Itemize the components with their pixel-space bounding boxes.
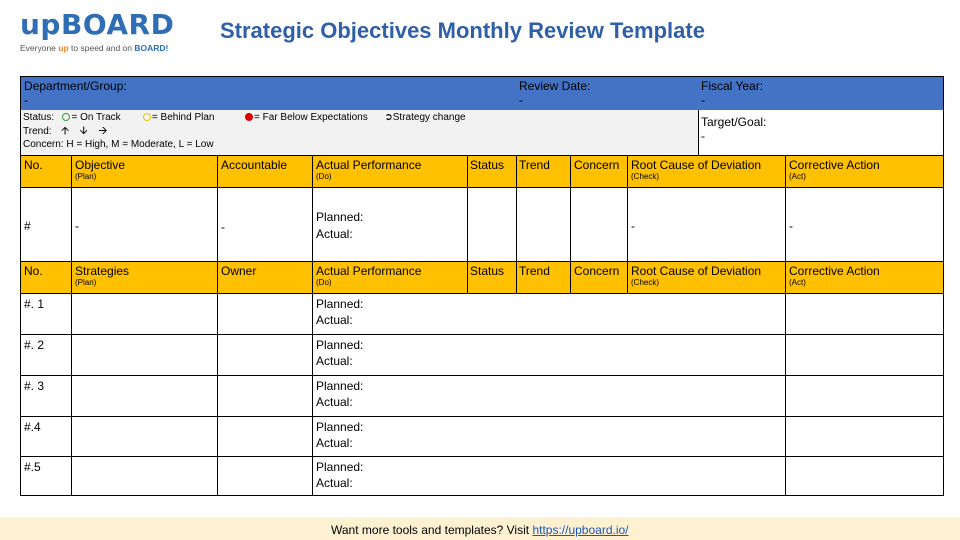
accountable-value[interactable]: -	[221, 220, 225, 234]
strategy-actual-performance[interactable]: Planned: Actual:	[316, 338, 364, 368]
owner-header: Owner	[221, 264, 257, 278]
accountable-header: Accountable	[221, 158, 288, 172]
corrective-action-header: Corrective Action (Act)	[789, 158, 880, 181]
table-row	[21, 293, 943, 334]
objective-no-header: No.	[24, 158, 43, 172]
strategy-trend-header: Trend	[519, 264, 550, 278]
column-divider	[516, 155, 517, 293]
review-date-value: -	[519, 93, 523, 107]
strategy-no[interactable]: #.4	[24, 420, 41, 434]
strategy-no[interactable]: #. 1	[24, 297, 45, 311]
upboard-logo	[20, 10, 190, 58]
strategy-actual-performance[interactable]: Planned: Actual:	[316, 420, 364, 450]
strategy-actual-performance[interactable]: Planned: Actual:	[316, 379, 364, 409]
actual-performance-header: Actual Performance (Do)	[316, 158, 422, 181]
strategy-actual-performance[interactable]: Planned: Actual:	[316, 297, 364, 327]
objective-value[interactable]: -	[75, 219, 79, 233]
green-circle-icon	[62, 113, 70, 121]
strategy-actual-performance[interactable]: Planned: Actual:	[316, 460, 364, 490]
column-divider	[71, 155, 72, 495]
status-legend: Status: = On Track = Behind Plan = Far Below Expectations ➲Strategy change	[23, 112, 466, 123]
department-value: -	[24, 93, 28, 107]
objective-no[interactable]: #	[24, 219, 31, 233]
logo-tagline: Everyone up to speed and on BOARD!	[20, 43, 169, 53]
table-row	[21, 456, 943, 495]
fiscal-year-cell[interactable]	[698, 77, 943, 110]
target-label: Target/Goal:	[701, 115, 767, 129]
table-row	[21, 416, 943, 456]
page-title: Strategic Objectives Monthly Review Template	[220, 18, 705, 43]
strategy-status-header: Status	[470, 264, 505, 278]
department-label: Department/Group:	[24, 79, 127, 93]
root-cause-header: Root Cause of Deviation (Check)	[631, 158, 762, 181]
table-row	[21, 334, 943, 375]
column-divider	[627, 155, 628, 293]
red-circle-icon	[245, 113, 253, 121]
strategy-no[interactable]: #.5	[24, 460, 41, 474]
strategy-no[interactable]: #. 2	[24, 338, 45, 352]
review-date-cell[interactable]	[516, 77, 698, 110]
logo-board: BOARD	[60, 8, 175, 41]
column-divider	[312, 155, 313, 495]
strategy-no[interactable]: #. 3	[24, 379, 45, 393]
column-divider	[467, 155, 468, 293]
arrow-down-icon: 🡫	[79, 125, 88, 137]
logo-up: up	[20, 8, 61, 41]
review-table	[20, 76, 944, 496]
column-divider	[570, 155, 571, 293]
column-divider	[217, 155, 218, 495]
target-value: -	[701, 129, 705, 143]
strategy-root-cause-header: Root Cause of Deviation (Check)	[631, 264, 762, 287]
concern-header: Concern	[574, 158, 620, 172]
table-row	[21, 375, 943, 416]
fiscal-year-value: -	[701, 93, 705, 107]
status-header: Status	[470, 158, 505, 172]
strategy-no-header: No.	[24, 264, 43, 278]
department-cell[interactable]	[21, 77, 516, 110]
column-divider	[698, 110, 699, 155]
objective-actual-performance[interactable]: Planned: Actual:	[316, 210, 364, 241]
strategy-actual-performance-header: Actual Performance (Do)	[316, 264, 422, 287]
legend-area	[21, 110, 698, 155]
fiscal-year-label: Fiscal Year:	[701, 79, 764, 93]
trend-header: Trend	[519, 158, 550, 172]
objective-root-cause[interactable]: -	[631, 219, 635, 233]
trend-legend: Trend: 🡩 🡫 🡪	[23, 125, 108, 137]
arrow-up-icon: 🡩	[61, 125, 69, 137]
concern-legend: Concern: H = High, M = Moderate, L = Low	[23, 139, 214, 150]
upboard-link[interactable]: https://upboard.io/	[532, 523, 629, 537]
strategy-concern-header: Concern	[574, 264, 620, 278]
strategies-header: Strategies (Plan)	[75, 264, 130, 287]
strategy-change-arrow-icon: ➲	[384, 112, 393, 123]
column-divider	[785, 155, 786, 495]
target-goal-cell[interactable]	[698, 110, 943, 155]
yellow-circle-icon	[143, 113, 151, 121]
footer-text: Want more tools and templates? Visit https://upboard.io/	[331, 523, 629, 537]
review-date-label: Review Date:	[519, 79, 591, 93]
strategy-corrective-action-header: Corrective Action (Act)	[789, 264, 880, 287]
footer-bar	[0, 517, 960, 540]
objective-header: Objective (Plan)	[75, 158, 126, 181]
objective-corrective-action[interactable]: -	[789, 219, 793, 233]
arrow-right-icon: 🡪	[98, 125, 108, 137]
